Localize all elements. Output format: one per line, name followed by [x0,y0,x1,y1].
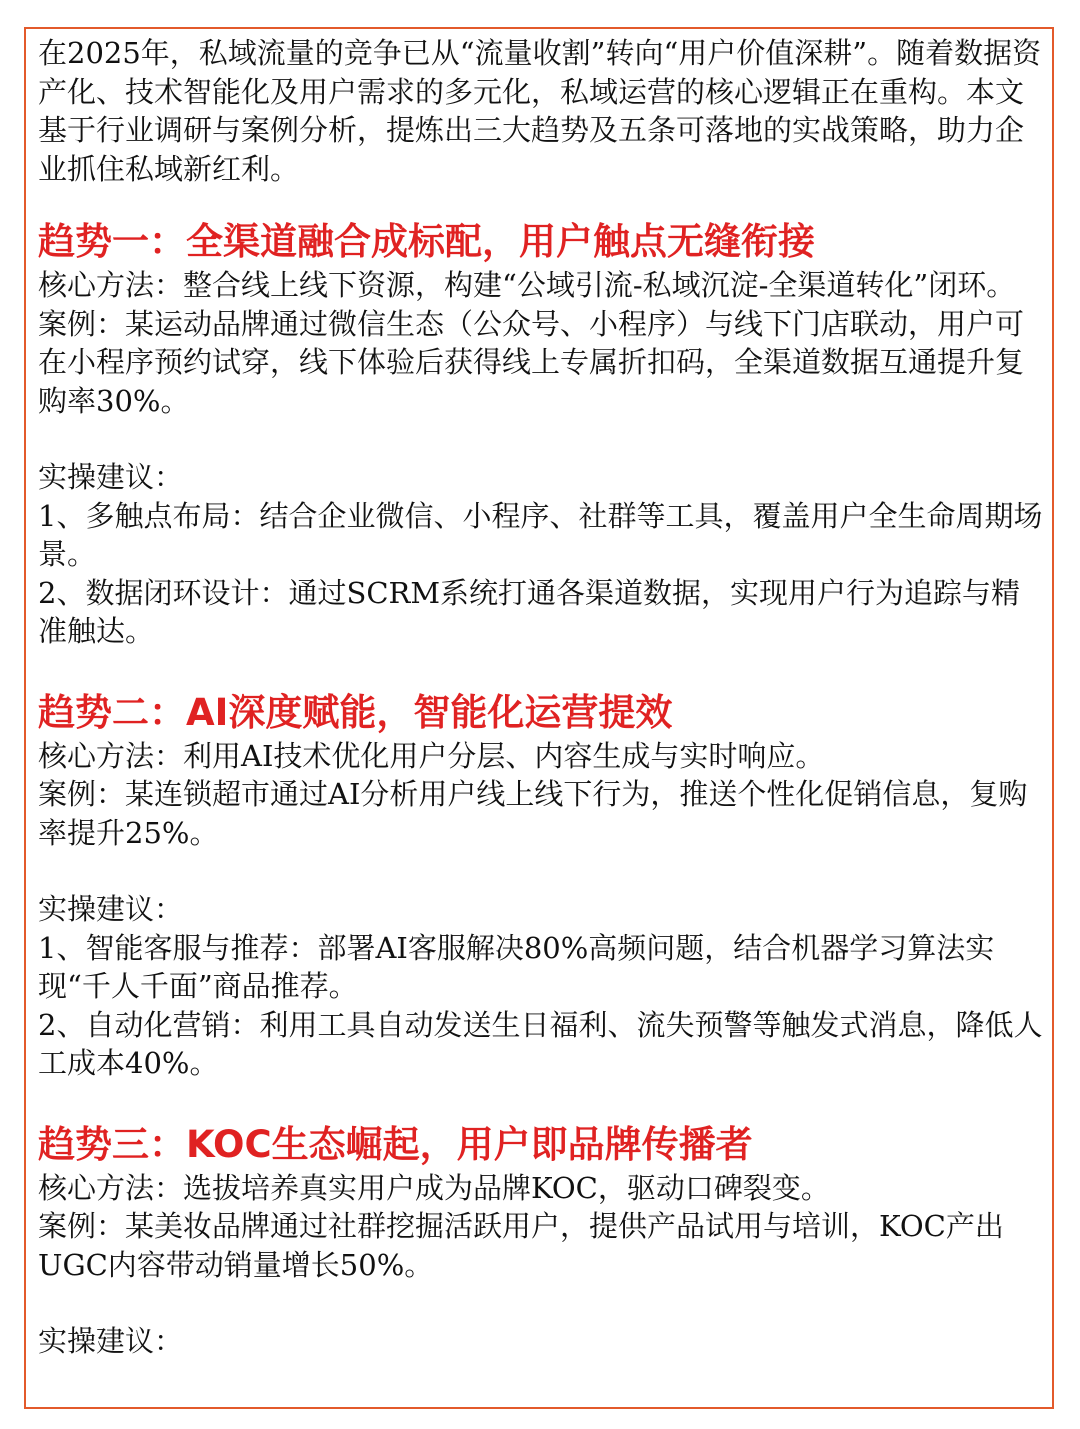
intro-paragraph: 在2025年，私域流量的竞争已从“流量收割”转向“用户价值深耕”。随着数据资产化、技术智能化及用户需求的多元化，私域运营的核心逻辑正在重构。本文基于行业调研与案例分析，提炼出三大趋势及五条可落地的实战策略，助力企业抓住私域新红利。 [38,36,1042,186]
trend-1-tip-1: 1、多触点布局：结合企业微信、小程序、社群等工具，覆盖用户全生命周期场景。 [38,498,1043,571]
spacer [38,1284,1048,1322]
trend-2-tips-title: 实操建议： [38,892,184,926]
trend-2-heading: 趋势二：AI深度赋能，智能化运营提效 [38,690,673,734]
trend-section-2 [38,689,1048,1121]
article-body [38,34,1048,1361]
spacer [38,852,1048,890]
spacer [38,420,1048,458]
spacer [38,1083,1048,1121]
trend-3-tips-title: 实操建议： [38,1324,184,1358]
spacer [38,651,1048,689]
trend-2-tip-1: 1、智能客服与推荐：部署AI客服解决80%高频问题，结合机器学习算法实现“千人千面”商品推荐。 [38,930,995,1003]
trend-2-case: 案例：某连锁超市通过AI分析用户线上线下行为，推送个性化促销信息，复购率提升25%。 [38,777,1028,850]
trend-1-case: 案例：某运动品牌通过微信生态（公众号、小程序）与线下门店联动，用户可在小程序预约试穿，线下体验后获得线上专属折扣码，全渠道数据互通提升复购率30%。 [38,306,1025,418]
trend-2-tip-2: 2、自动化营销：利用工具自动发送生日福利、流失预警等触发式消息，降低人工成本40%。 [38,1007,1043,1080]
trend-3-heading: 趋势三：KOC生态崛起，用户即品牌传播者 [38,1122,753,1166]
trend-section-3 [38,1121,1048,1361]
trend-section-1 [38,218,1048,689]
trend-1-tip-2: 2、数据闭环设计：通过SCRM系统打通各渠道数据，实现用户行为追踪与精准触达。 [38,575,1021,648]
trend-3-case: 案例：某美妆品牌通过社群挖掘活跃用户，提供产品试用与培训，KOC产出UGC内容带动销量增长50%。 [38,1209,1004,1282]
trend-1-method: 核心方法：整合线上线下资源，构建“公域引流-私域沉淀-全渠道转化”闭环。 [38,268,1016,302]
trend-1-heading: 趋势一：全渠道融合成标配，用户触点无缝衔接 [38,220,815,263]
trend-1-tips-title: 实操建议： [38,460,184,494]
trend-3-method: 核心方法：选拔培养真实用户成为品牌KOC，驱动口碑裂变。 [38,1170,830,1205]
trend-2-method: 核心方法：利用AI技术优化用户分层、内容生成与实时响应。 [38,738,825,773]
